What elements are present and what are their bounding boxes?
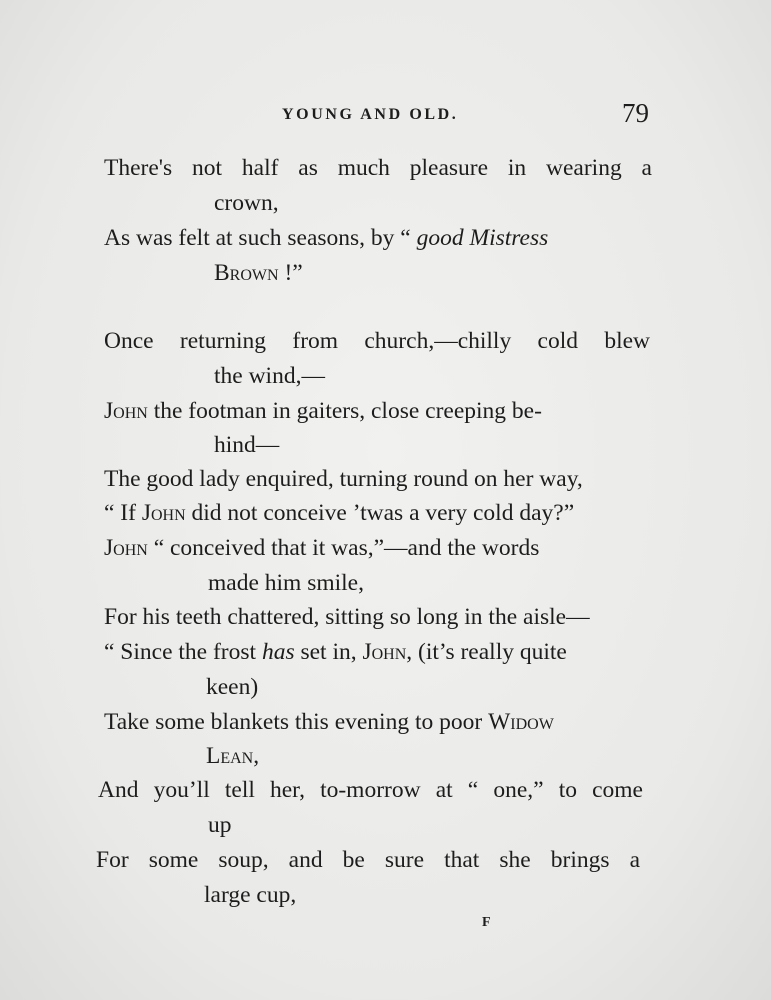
verse-line xyxy=(104,707,554,737)
small-caps-name: John xyxy=(362,639,407,665)
verse-line xyxy=(104,498,574,528)
small-caps-name: John xyxy=(141,500,186,526)
verse-line xyxy=(104,223,548,253)
verse-line xyxy=(206,741,259,771)
verse-line: up xyxy=(208,812,232,838)
verse-line: Once returning from church,—chilly cold blew xyxy=(104,328,650,354)
verse-line: hind— xyxy=(214,432,280,458)
verse-line xyxy=(214,258,303,288)
verse-line: made him smile, xyxy=(208,570,364,596)
verse-line xyxy=(104,533,539,563)
verse-text: !” xyxy=(278,260,303,286)
verse-line xyxy=(104,396,542,426)
verse-text: , (it’s really quite xyxy=(406,639,567,665)
small-caps-name: Lean xyxy=(206,743,254,769)
small-caps-name: John xyxy=(104,535,148,561)
italic-text: has xyxy=(261,639,295,665)
verse-text: Take some blankets this evening to poor xyxy=(104,709,489,735)
verse-line: The good lady enquired, turning round on her way, xyxy=(104,466,583,492)
verse-text: “ If xyxy=(104,500,142,526)
verse-line: keen) xyxy=(206,674,259,700)
verse-text: did not conceive ’twas a very cold day?” xyxy=(185,500,575,526)
verse-text: , xyxy=(253,743,260,769)
verse-line xyxy=(104,637,567,667)
verse-line: large cup, xyxy=(204,882,297,908)
verse-text: the footman in gaiters, close creeping be- xyxy=(147,398,542,424)
verse-line: For some soup, and be sure that she brings a xyxy=(96,847,640,873)
verse-line: crown, xyxy=(214,190,279,216)
running-head xyxy=(0,98,771,132)
verse-line: the wind,— xyxy=(214,363,325,389)
running-title: YOUNG AND OLD. xyxy=(282,106,459,123)
verse-line: There's not half as much pleasure in wearing a xyxy=(104,155,652,181)
small-caps-name: Widow xyxy=(488,709,554,735)
page-number: 79 xyxy=(622,98,649,128)
small-caps-name: John xyxy=(104,398,148,424)
verse-text: “ Since the frost xyxy=(104,639,262,665)
verse-text: “ conceived that it was,”—and the words xyxy=(147,535,540,561)
italic-text: good Mistress xyxy=(416,225,549,251)
verse-line: For his teeth chattered, sitting so long in the aisle— xyxy=(104,604,590,630)
verse-text: set in, xyxy=(294,639,363,665)
verse-line: And you’ll tell her, to-morrow at “ one,” to come xyxy=(98,777,643,803)
verse-text: As was felt at such seasons, by “ xyxy=(104,225,417,251)
small-caps-name: Brown xyxy=(214,260,279,286)
signature-mark: F xyxy=(482,915,491,930)
